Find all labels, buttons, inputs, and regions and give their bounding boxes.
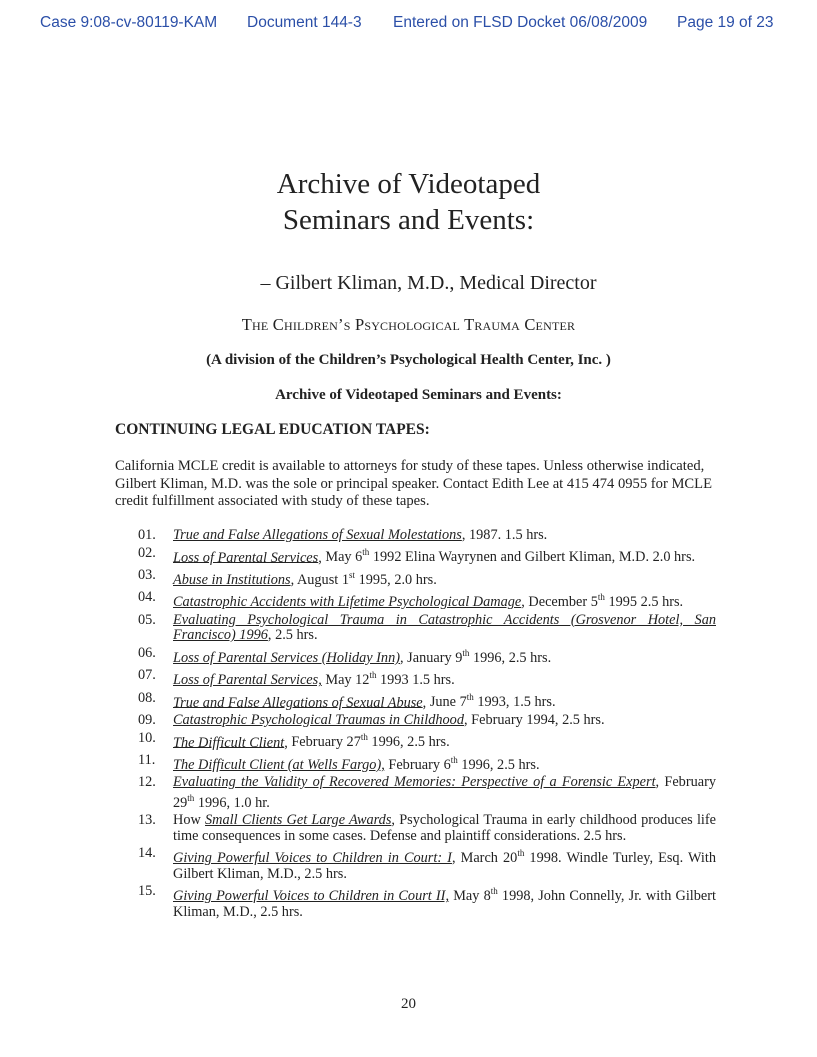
tape-details: March 20th 1998. Windle Turley, Esq. With Gilbert Kliman, M.D., 2.5 hrs.: [173, 848, 716, 882]
header-entered-date: Entered on FLSD Docket 06/08/2009: [393, 14, 648, 31]
list-item-number: 14.: [138, 845, 156, 862]
list-item: [138, 884, 716, 920]
list-item-number: 15.: [138, 883, 156, 900]
list-item: [138, 568, 716, 588]
list-item-text: Evaluating the Validity of Recovered Memories: Perspective of a Forensic Expert, February 29th 1996, 1.0 hr.: [173, 774, 716, 811]
list-item: [138, 813, 716, 844]
tape-title: Loss of Parental Services: [173, 549, 319, 566]
list-item-text: The Difficult Client, February 27th 1996, 2.5 hrs.: [173, 732, 450, 751]
tape-details: August 1st 1995, 2.0 hrs.: [296, 569, 437, 588]
intro-paragraph: California MCLE credit is available to attorneys for study of these tapes. Unless otherwise indicated, Gilbert Kliman, M.D. was the sole or principal speaker. Contact Edith Lee at 415 474 0955 for MCLE credit fulfillment associated with study of these tapes.: [115, 458, 712, 509]
list-item-text: Catastrophic Psychological Traumas in Childhood, February 1994, 2.5 hrs.: [173, 711, 605, 728]
page-title-line-2: Seminars and Events:: [282, 204, 535, 236]
list-item-number: 04.: [138, 589, 156, 606]
list-item: [138, 546, 716, 566]
list-item-number: 09.: [138, 711, 156, 728]
list-item-text: Evaluating Psychological Trauma in Catastrophic Accidents (Grosvenor Hotel, San Francisco) 1996, 2.5 hrs.: [173, 611, 716, 644]
list-item: [138, 590, 716, 610]
tape-details: February 27th 1996, 2.5 hrs.: [291, 732, 450, 751]
header-document-number: Document 144-3: [247, 14, 362, 31]
list-item-text: True and False Allegations of Sexual Molestations, 1987. 1.5 hrs.: [173, 527, 548, 543]
list-item-text: How Small Clients Get Large Awards, Psychological Trauma in early childhood produces life time consequences in some cases. Defense and plaintiff considerations. 2.5 hrs.: [173, 812, 717, 844]
tape-title: Abuse in Institutions: [173, 571, 291, 588]
list-item: [138, 528, 716, 544]
tape-list: [138, 528, 716, 922]
tape-title: Catastrophic Accidents with Lifetime Psychological Damage: [173, 594, 522, 611]
tape-title: Catastrophic Psychological Traumas in Childhood: [173, 711, 464, 728]
list-item-number: 10.: [138, 729, 156, 746]
list-item-text: Giving Powerful Voices to Children in Court: I, March 20th 1998. Windle Turley, Esq. With Gilbert Kliman, M.D., 2.5 hrs.: [173, 848, 716, 882]
list-item-text: [173, 668, 716, 688]
list-item-prefix: How: [173, 812, 206, 829]
list-item-text: Catastrophic Accidents with Lifetime Psychological Damage, December 5th 1995 2.5 hrs.: [173, 592, 684, 611]
medical-director-line: – Gilbert Kliman, M.D., Medical Director: [260, 272, 597, 294]
organization-name: The Children’s Psychological Trauma Center: [241, 315, 576, 334]
archive-heading: Archive of Videotaped Seminars and Events:: [275, 387, 562, 403]
tape-details: June 7th 1993, 1.5 hrs.: [429, 692, 556, 711]
list-item-number: 11.: [138, 751, 156, 768]
tape-title: True and False Allegations of Sexual Molestations: [173, 527, 462, 543]
list-item-number: 08.: [138, 689, 156, 706]
tape-details: May 6th 1992 Elina Wayrynen and Gilbert Kliman, M.D. 2.0 hrs.: [325, 547, 696, 566]
list-item: [138, 846, 716, 882]
list-item: [138, 713, 716, 729]
header-case-number: Case 9:08-cv-80119-KAM: [40, 14, 218, 31]
tape-title: Giving Powerful Voices to Children in Court II,: [173, 888, 450, 905]
tape-details: February 29th 1996, 1.0 hr.: [173, 774, 716, 811]
tape-title: The Difficult Client: [173, 734, 285, 751]
list-item-number: 01.: [138, 527, 156, 543]
tape-title: Giving Powerful Voices to Children in Court: I: [173, 850, 452, 867]
tape-details: 1987. 1.5 hrs.: [469, 527, 548, 543]
list-item-text: [173, 884, 716, 920]
section-heading: CONTINUING LEGAL EDUCATION TAPES:: [115, 421, 430, 438]
tape-title: Evaluating the Validity of Recovered Memories: Perspective of a Forensic Expert: [173, 774, 656, 791]
tape-details: May 12th 1993 1.5 hrs.: [325, 670, 455, 688]
tape-title: Evaluating Psychological Trauma in Catastrophic Accidents (Grosvenor Hotel, San Francisco) 1996: [173, 611, 716, 644]
division-note: (A division of the Children’s Psychological Health Center, Inc. ): [206, 352, 611, 368]
list-item-text: Loss of Parental Services (Holiday Inn), January 9th 1996, 2.5 hrs.: [173, 647, 552, 666]
tape-details: February 6th 1996, 2.5 hrs.: [388, 754, 540, 773]
list-item: [138, 613, 716, 644]
list-item-text: Abuse in Institutions, August 1st 1995, 2.0 hrs.: [173, 569, 437, 588]
list-item-number: 05.: [138, 611, 156, 628]
list-item: [138, 668, 716, 688]
tape-details: December 5th 1995 2.5 hrs.: [528, 592, 684, 611]
list-item: [138, 731, 716, 751]
list-item-number: 13.: [138, 812, 156, 829]
list-item-number: 03.: [138, 566, 156, 583]
tape-details: January 9th 1996, 2.5 hrs.: [407, 647, 552, 666]
list-item-text: [173, 753, 716, 773]
tape-details: Psychological Trauma in early childhood produces life time consequences in some cases. Defense and plaintiff considerations. 2.5 hrs.: [173, 812, 717, 844]
tape-title: True and False Allegations of Sexual Abuse: [173, 694, 423, 711]
tape-title: The Difficult Client (at Wells Fargo),: [173, 756, 385, 773]
list-item: [138, 753, 716, 773]
list-item: [138, 691, 716, 711]
list-item-number: 02.: [138, 544, 156, 561]
list-item: [138, 775, 716, 811]
page-title-line-1: Archive of Videotaped: [276, 168, 541, 200]
tape-details: 2.5 hrs.: [275, 627, 318, 644]
tape-title: Loss of Parental Services (Holiday Inn): [173, 649, 400, 666]
tape-details: May 8th 1998, John Connelly, Jr. with Gilbert Kliman, M.D., 2.5 hrs.: [173, 886, 717, 920]
list-item-number: 12.: [138, 774, 156, 791]
list-item: [138, 646, 716, 666]
tape-title: Loss of Parental Services,: [173, 671, 322, 688]
list-item-number: 07.: [138, 667, 156, 684]
list-item-text: True and False Allegations of Sexual Abuse, June 7th 1993, 1.5 hrs.: [173, 692, 556, 711]
header-page-count: Page 19 of 23: [677, 14, 774, 31]
tape-title: Small Clients Get Large Awards: [205, 812, 392, 829]
list-item-text: Loss of Parental Services, May 6th 1992 Elina Wayrynen and Gilbert Kliman, M.D. 2.0 hrs.: [173, 547, 696, 566]
page-number: 20: [401, 996, 416, 1012]
list-item-number: 06.: [138, 644, 156, 661]
tape-details: February 1994, 2.5 hrs.: [471, 711, 605, 728]
